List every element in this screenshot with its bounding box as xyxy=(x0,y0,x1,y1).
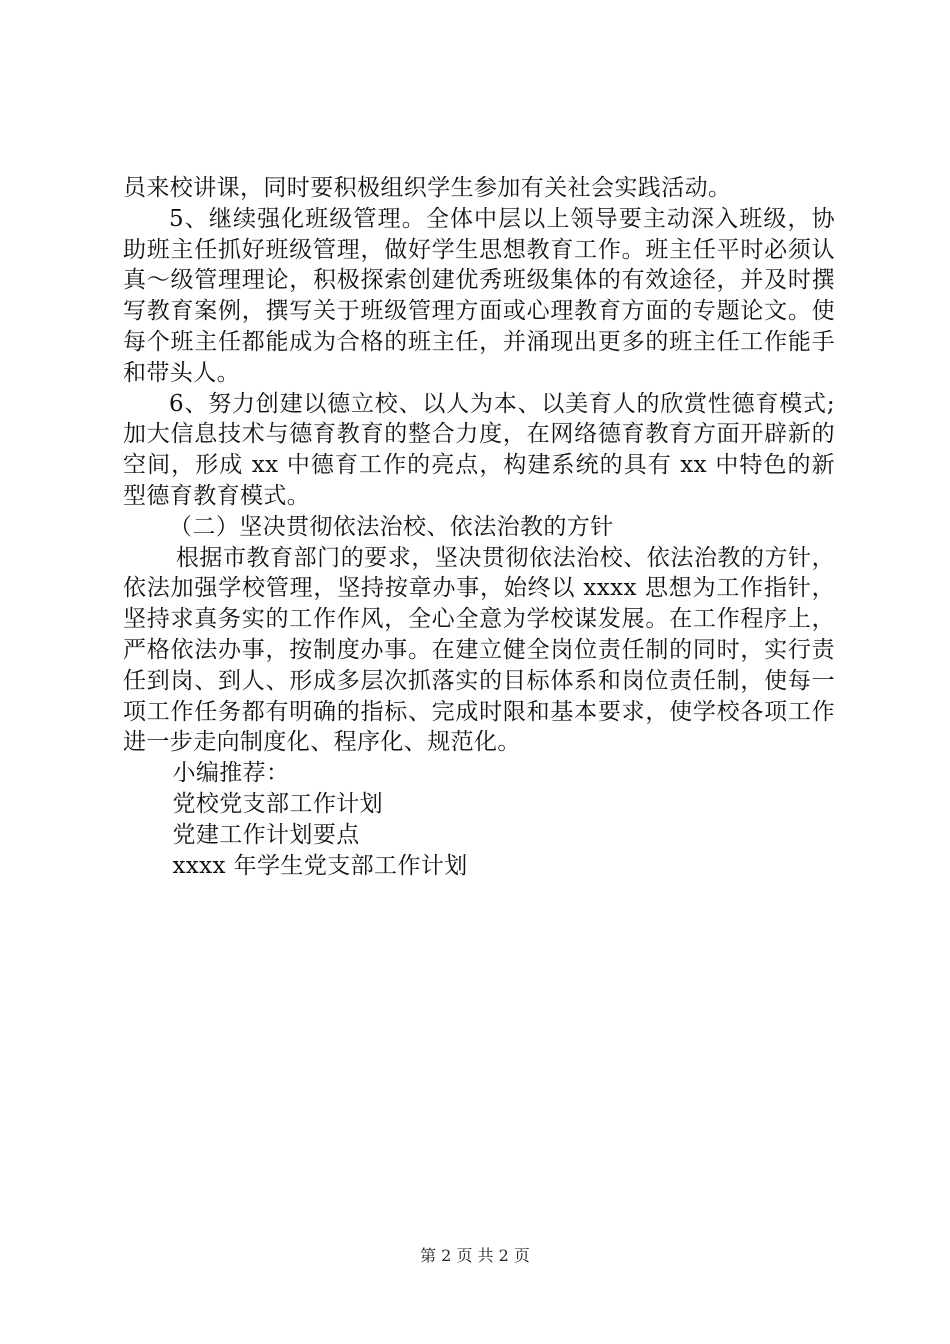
page-footer: 第 2 页 共 2 页 xyxy=(420,1246,530,1265)
paragraph-continuation: 员来校讲课，同时要积极组织学生参加有关社会实践活动。 xyxy=(123,175,732,201)
paragraph-item-5: 5、继续强化班级管理。全体中层以上领导要主动深入班级，协助班主任抓好班级管理，做好学生思想教育工作。班主任平时必须认真～级管理理论，积极探索创建优秀班级集体的有效途径，并及时撰写教育案例，撰写关于班级管理方面或心理教育方面的专题论文。使每个班主任都能成为合格的班主任，并涌现出更多的班主任工作能手和带头人。 xyxy=(123,205,835,386)
recommend-link[interactable]: xxxx 年学生党支部工作计划 xyxy=(172,852,468,879)
paragraph-item-6: 6、努力创建以德立校、以人为本、以美育人的欣赏性德育模式;加大信息技术与德育教育的整合力度，在网络德育教育方面开辟新的空间，形成 xx 中德育工作的亮点，构建系统的具有 xx 中特色的新型德育教育模式。 xyxy=(123,390,835,509)
recommend-link[interactable]: 党校党支部工作计划 xyxy=(172,790,384,817)
recommend-link[interactable]: 党建工作计划要点 xyxy=(172,821,360,848)
paragraph-rule-of-law: 根据市教育部门的要求，坚决贯彻依法治校、依法治教的方针，依法加强学校管理，坚持按章办事，始终以 xxxx 思想为工作指针，坚持求真务实的工作作风，全心全意为学校谋发展。在工作程序上，严格依法办事，按制度办事。在建立健全岗位责任制的同时，实行责任到岗、到人、形成多层次抓落实的目标体系和岗位责任制，使每一项工作任务都有明确的指标、完成时限和基本要求，使学校各项工作进一步走向制度化、程序化、规范化。 xyxy=(123,544,835,756)
recommend-label: 小编推荐： xyxy=(172,760,290,787)
document-body xyxy=(123,173,835,881)
section-heading: （二）坚决贯彻依法治校、依法治教的方针 xyxy=(169,513,614,540)
